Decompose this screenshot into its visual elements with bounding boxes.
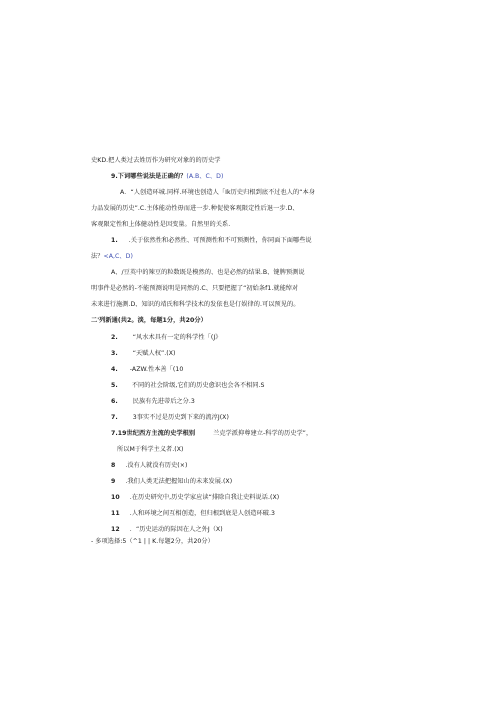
tf-item (111, 350, 175, 358)
text-line: 所以M于科学主义者.(X) (117, 446, 184, 453)
text-line (91, 253, 133, 261)
text-line: A．“人创造环城.同样.环境也创造人「Ik历史归根到底不过也人的“本身 (120, 189, 315, 196)
tf-item (111, 334, 221, 342)
text-line: 未来进行施测.D、知识的靖氏和科学技术的发依也是仃娱律的.可以预见的。 (91, 301, 300, 308)
item-text: .没有人就没有历史(×) (125, 462, 188, 469)
section-heading: 二'列新通(共2。淡，每题1分，共20分） (91, 317, 207, 324)
item-number: 5. (111, 382, 118, 389)
text-line: 客观限定性和上体健动性是因变量。自然里的关系. (91, 221, 231, 228)
tf-item (111, 510, 275, 518)
item-text: 3事实不过是历史到下来的流淳J(X) (132, 414, 229, 421)
text-line: A、/豆英中的辣豆的粒数既是模然的、也是必然的结果.B、键脾预测说 (111, 269, 305, 276)
item-number: 9 (111, 478, 116, 485)
question-number: 1. (111, 237, 118, 244)
item-text: 兰克学派抑尊建立-科学的历史学”， (213, 430, 313, 437)
item-text: ．“历史运动的际因在人之外J（X) (129, 526, 223, 533)
tf-item (111, 414, 229, 422)
question-text: 9.下词哪些说法是正确的？ (111, 173, 187, 180)
item-text: 民族有先进蒂后之分.3 (132, 398, 195, 405)
section-heading: - 多项选择:5（^1 | | K.每题2分，共20分） (91, 538, 214, 545)
item-text: 7.19世纪西方主流的史学根别 (111, 430, 196, 437)
item-number: 4. (111, 366, 118, 373)
item-text: .在历史研究中,历史学家应读“排除自我让史料说话.(X) (129, 494, 280, 501)
text-line: 明事件是必然的-不能预测说明是同然的.C、只要把握了“初始条f1.就能绰对 (91, 285, 299, 292)
item-text: .我们人类无法把握知山的未来发展.(X) (125, 478, 233, 485)
tf-item (111, 494, 279, 502)
tf-item (111, 430, 312, 438)
item-text: 不同的社会阶级,它们的历史愈识也会各不相同.S (131, 382, 265, 389)
question-text: 法？ (91, 253, 104, 260)
question-text: .关于依然性和必然性、可预测性和不可预测性，你同面下面哪些说 (128, 237, 312, 244)
tf-item (111, 382, 265, 390)
item-number: 8 (111, 462, 116, 469)
answer-key: (A.B、C、D) (186, 173, 224, 180)
item-number: 7. (111, 414, 118, 421)
item-text: “天赋人权”.(X) (132, 350, 176, 357)
item-number: 10 (111, 494, 120, 501)
tf-item (111, 366, 183, 374)
item-text: -AZW.性本善「(10 (129, 366, 184, 373)
question-1 (111, 237, 312, 245)
tf-item (111, 462, 187, 470)
tf-item (111, 526, 223, 534)
item-text: .人和环境之间互相创造，但归根到底是人创造环破.3 (129, 510, 275, 517)
item-number: 2. (111, 334, 118, 341)
item-text: “风水术具有一定的科学性「(J》 (132, 334, 222, 341)
item-number: 6. (111, 398, 118, 405)
tf-item (111, 478, 232, 486)
text-line: 史KD.把人类过去姓历作为研究对象的的历史学 (91, 157, 221, 164)
item-number: 11 (111, 510, 120, 517)
item-number: 3. (111, 350, 118, 357)
item-number: 12 (111, 526, 120, 533)
answer-key: <A,C、D) (103, 253, 133, 260)
question-9 (111, 173, 223, 181)
tf-item (111, 398, 195, 406)
text-line: 力品发展的历史”.C.主体能动性毋而进一步.种促使客观限定性后退一步.D、 (91, 205, 299, 212)
